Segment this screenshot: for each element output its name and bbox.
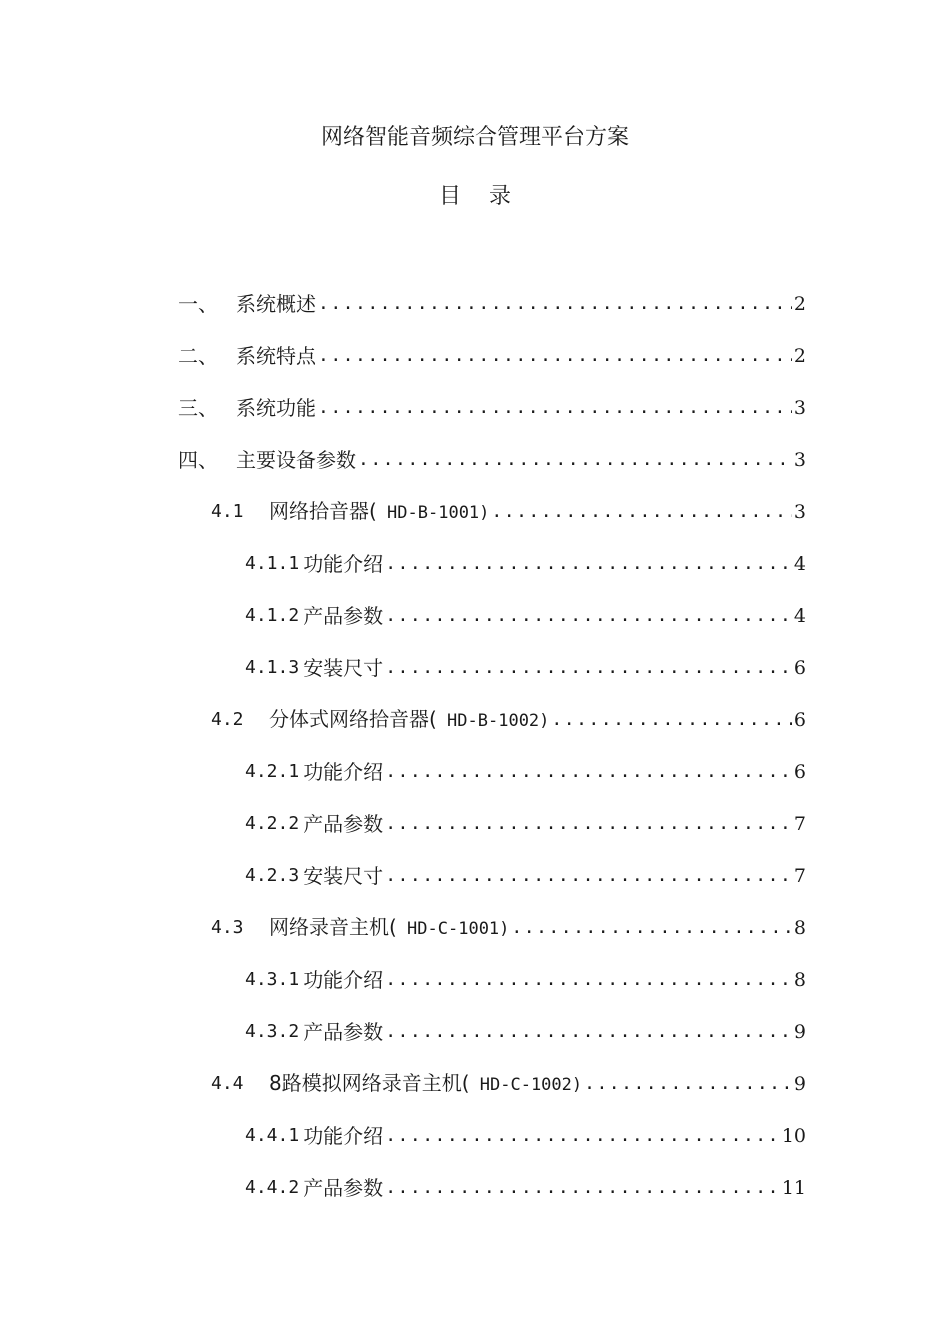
toc-entry-title [303,650,383,686]
toc-entry-title-text: 功能介绍 [303,760,384,784]
toc-entry-page-number: 8 [793,969,806,991]
toc-entry[interactable] [178,390,806,426]
toc-entry[interactable] [245,858,806,894]
toc-entry-number: 4.2.2 [245,813,300,834]
toc-entry[interactable] [245,754,806,790]
toc-entry-title-text: 系统概述 [236,292,316,316]
toc-entry-title [303,1118,383,1154]
toc-entry-page-number: 2 [793,345,806,367]
toc-entry[interactable] [178,338,806,374]
toc-entry-title [236,338,316,374]
toc-entry-page-number: 11 [781,1177,806,1199]
toc-entry-page-number: 2 [793,293,806,315]
toc-entry-leader-dots [584,1066,792,1102]
toc-entry-title-text: 功能介绍 [303,552,384,576]
toc-entry-title-text: 网络录音主机( [269,915,397,939]
toc-entry-number: 三、 [178,396,218,420]
toc-entry-title-text: 产品参数 [303,1176,384,1200]
toc-entry-page-number: 7 [793,865,806,887]
toc-entry-number: 4.3.2 [245,1021,300,1042]
toc-entry-title-text: 安装尺寸 [303,864,384,888]
toc-entry-model-code: HD-C-1002) [469,1075,583,1095]
toc-entry-title [269,494,489,530]
toc-entry-leader-dots [318,338,792,374]
toc-entry-title [236,390,316,426]
toc-entry-title [303,962,383,998]
toc-entry-number: 4.1 [211,501,244,522]
toc-entry-page-number: 6 [793,657,806,679]
toc-entry-number: 一、 [178,292,218,316]
toc-entry-page-number: 10 [781,1125,806,1147]
toc-entry[interactable] [245,1170,806,1206]
toc-entry-title [303,754,383,790]
toc-entry-leader-dots [385,858,792,894]
toc-entry-leader-dots [385,1118,780,1154]
toc-entry-leader-dots [491,494,792,530]
toc-entry-leader-dots [318,286,792,322]
toc-entry-title-text: 系统功能 [236,396,316,420]
toc-entry-title-text: 分体式网络拾音器( [269,707,437,731]
toc-entry-title-text: 系统特点 [236,344,316,368]
toc-entry-title-text: 功能介绍 [303,968,384,992]
toc-entry[interactable] [245,1014,806,1050]
toc-entry[interactable] [211,910,806,946]
toc-entry-leader-dots [385,806,792,842]
toc-entry-title [303,1014,383,1050]
toc-entry-title-text: 产品参数 [303,1020,384,1044]
toc-entry-title-text: 产品参数 [303,604,384,628]
toc-entry[interactable] [245,650,806,686]
toc-entry-leader-dots [385,650,792,686]
toc-entry-title [269,702,549,738]
toc-entry-number: 4.1.3 [245,657,300,678]
toc-entry-title [269,1066,582,1102]
toc-entry-page-number: 3 [793,397,806,419]
toc-entry-title-text: 产品参数 [303,812,384,836]
toc-entry-model-code: HD-C-1001) [396,919,510,939]
toc-entry-model-code: HD-B-1001) [376,503,490,523]
toc-entry-title-text: 主要设备参数 [236,448,356,472]
toc-entry-leader-dots [385,1170,780,1206]
toc-entry-page-number: 7 [793,813,806,835]
toc-entry-page-number: 9 [793,1021,806,1043]
toc-entry-leader-dots [385,598,792,634]
toc-entry-leader-dots [385,1014,792,1050]
toc-entry[interactable] [211,702,806,738]
toc-entry-title-text: 功能介绍 [303,1124,384,1148]
toc-entry-number: 4.3.1 [245,969,300,990]
toc-entry-page-number: 9 [793,1073,806,1095]
toc-entry-page-number: 6 [793,709,806,731]
toc-entry-title-text: 安装尺寸 [303,656,384,680]
toc-entry-number: 4.2.3 [245,865,300,886]
toc-entry-title [303,858,383,894]
toc-entry[interactable] [245,1118,806,1154]
toc-entry-number: 四、 [178,448,218,472]
toc-entry-title-text: 8路模拟网络录音主机( [269,1071,470,1095]
toc-entry-leader-dots [511,910,792,946]
toc-entry[interactable] [245,806,806,842]
toc-entry-leader-dots [358,442,792,478]
toc-entry[interactable] [211,494,806,530]
toc-entry-model-code: HD-B-1002) [436,711,550,731]
toc-entry-title [303,598,383,634]
toc-entry-title-text: 网络拾音器( [269,499,377,523]
toc-entry-number: 4.4.2 [245,1177,300,1198]
toc-entry-number: 二、 [178,344,218,368]
toc-entry-page-number: 3 [793,449,806,471]
toc-entry[interactable] [245,598,806,634]
toc-entry-title [303,806,383,842]
toc-entry-title [303,1170,383,1206]
toc-entry[interactable] [211,1066,806,1102]
document-title: 网络智能音频综合管理平台方案 [320,125,629,150]
toc-entry-leader-dots [385,962,792,998]
toc-entry[interactable] [245,962,806,998]
toc-heading [0,182,950,212]
toc-entry-page-number: 3 [793,501,806,523]
toc-entry-page-number: 4 [793,605,806,627]
toc-entry-leader-dots [551,702,792,738]
toc-entry-number: 4.3 [211,917,244,938]
toc-entry-title [269,910,509,946]
toc-entry-number: 4.2.1 [245,761,300,782]
toc-entry-number: 4.2 [211,709,244,730]
toc-heading-text: 目录 [438,184,539,209]
toc-entry-number: 4.4 [211,1073,244,1094]
toc-entry-page-number: 8 [793,917,806,939]
toc-entry-number: 4.1.1 [245,553,300,574]
toc-entry[interactable] [178,286,806,322]
toc-entry-leader-dots [385,546,792,582]
toc-entry-leader-dots [318,390,792,426]
toc-entry-title [236,442,356,478]
toc-entry-number: 4.4.1 [245,1125,300,1146]
toc-entry-number: 4.1.2 [245,605,300,626]
toc-entry-title [236,286,316,322]
toc-entry-leader-dots [385,754,792,790]
toc-entry[interactable] [245,546,806,582]
toc-entry-title [303,546,383,582]
toc-entry[interactable] [178,442,806,478]
toc-entry-page-number: 6 [793,761,806,783]
toc-entry-page-number: 4 [793,553,806,575]
